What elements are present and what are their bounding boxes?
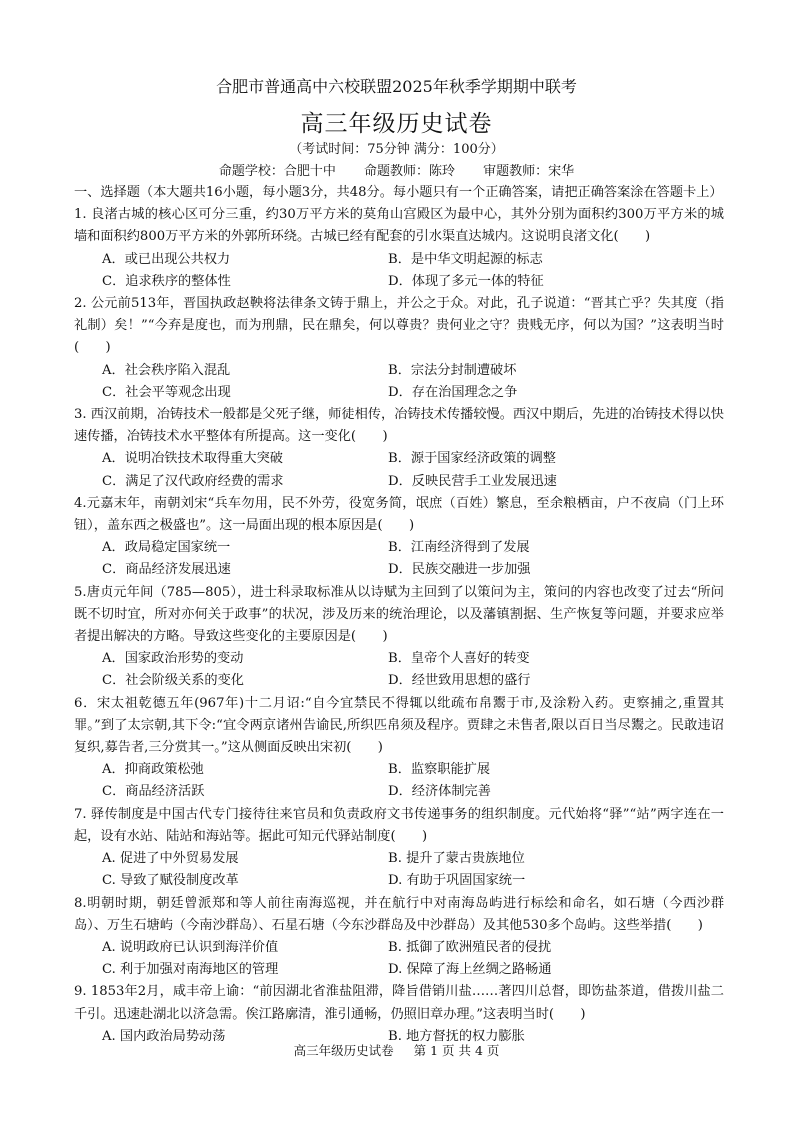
question-options [74, 759, 724, 803]
option-a: A．社会秩序陷入混乱 [102, 362, 231, 378]
reviewing-teacher: 审题教师：宋华 [483, 164, 575, 179]
option-a: A．或已出现公共权力 [102, 251, 231, 267]
option-c: C．社会阶级关系的变化 [102, 673, 244, 689]
option-a: A. 促进了中外贸易发展 [102, 851, 239, 867]
option-a: A．政局稳定国家统一 [102, 540, 231, 556]
question-stem: 6．宋太祖乾德五年(967年)十二月诏:“自今宜禁民不得辄以纰疏布帛鬻于市,及涂粉入药。吏察捕之,重置其罪。”到了太宗朝,其下令:“宜令两京诸州告谕民,所织匹帛须及程序。贾肆之未售者,限以百日当尽鬻之。民敢违诏复织,募告者,三分赏其一。”这从侧面反映出宋初( ) [74, 695, 724, 756]
question-options [74, 360, 724, 404]
question-6 [74, 693, 724, 804]
exam-body [74, 182, 724, 1048]
question-4 [74, 493, 724, 582]
question-2 [74, 293, 724, 404]
option-c: C．追求秩序的整体性 [102, 273, 231, 289]
question-5 [74, 582, 724, 693]
option-d: D. 保障了海上丝绸之路畅通 [388, 962, 552, 978]
option-d: D．体现了多元一体的特征 [388, 273, 544, 289]
question-options [74, 537, 724, 581]
option-c: C．商品经济发展迅速 [102, 562, 231, 578]
question-stem: 3. 西汉前期，冶铸技术一般都是父死子继，师徒相传，冶铸技术传播较慢。西汉中期后，先进的冶铸技术得以快速传播，冶铸技术水平整体有所提高。这一变化( ) [74, 407, 724, 445]
exam-info: （考试时间：75分钟 满分：100分） [289, 142, 504, 157]
question-stem: 7. 驿传制度是中国古代专门接待往来官员和负责政府文书传递事务的组织制度。元代始将“驿”“站”两字连在一起，设有水站、陆站和海站等。据此可知元代驿站制度( ) [74, 806, 724, 844]
question-list [74, 204, 724, 1048]
option-b: B. 抵御了欧洲殖民者的侵扰 [388, 939, 552, 955]
footer-page-number: 第 1 页 共 4 页 [413, 1043, 500, 1058]
option-b: B．监察职能扩展 [388, 762, 491, 778]
question-options [74, 648, 724, 692]
option-d: D．经世致用思想的盛行 [388, 673, 531, 689]
option-d: D．存在治国理念之争 [388, 384, 518, 400]
option-b: B．皇帝个人喜好的转变 [388, 651, 530, 667]
option-b: B．源于国家经济政策的调整 [388, 451, 556, 467]
option-c: C．满足了汉代政府经费的需求 [102, 473, 284, 489]
question-8 [74, 893, 724, 982]
question-stem: 5.唐贞元年间（785—805），进士科录取标准从以诗赋为主回到了以策问为主，策问的内容也改变了过去“所问既不切时宜，所对亦何关于政事”的状况，涉及历来的统治理论，以及藩镇割据、生产恢复等问题，并要求应举者提出解决的方略。导致这些变化的主要原因是( ) [74, 584, 724, 645]
option-d: D. 有助于巩固国家统一 [388, 873, 526, 889]
option-b: B. 地方督抚的权力膨胀 [388, 1028, 525, 1044]
question-stem: 1. 良渚古城的核心区可分三重，约30万平方米的莫角山宫殿区为最中心，其外分别为面积约300万平方米的城墙和面积约800万平方米的外郭所环绕。古城已经有配套的引水渠直达城内。这说明良渚文化( ) [74, 207, 724, 245]
setting-school: 命题学校：合肥十中 [218, 164, 336, 179]
exam-union-title: 合肥市普通高中六校联盟2025年秋季学期期中联考 [216, 77, 577, 96]
option-c: C．商品经济活跃 [102, 784, 205, 800]
exam-paper-title: 高三年级历史试卷 [300, 111, 493, 137]
question-options [74, 848, 724, 892]
question-options [74, 249, 724, 293]
option-d: D．民族交融进一步加强 [388, 562, 531, 578]
option-a: A．国家政治形势的变动 [102, 651, 244, 667]
option-a: A. 国内政治局势动荡 [102, 1028, 226, 1044]
option-b: B．江南经济得到了发展 [388, 540, 530, 556]
footer-title: 高三年级历史试卷 [293, 1043, 394, 1058]
option-c: C. 利于加强对南海地区的管理 [102, 962, 279, 978]
question-9 [74, 981, 724, 1048]
question-options [74, 937, 724, 981]
option-c: C. 导致了赋役制度改革 [102, 873, 239, 889]
option-a: A. 说明政府已认识到海洋价值 [102, 939, 279, 955]
section-intro: 一、选择题（本大题共16小题，每小题3分，共48分。每小题只有一个正确答案，请把正确答案涂在答题卡上） [74, 185, 723, 200]
setting-teacher: 命题教师：陈玲 [363, 164, 455, 179]
option-d: D．经济体制完善 [388, 784, 491, 800]
question-stem: 2. 公元前513年，晋国执政赵鞅将法律条文铸于鼎上，并公之于众。对此，孔子说道：“晋其亡乎？失其度（指礼制）矣！”“今弃是度也，而为刑鼎，民在鼎矣，何以尊贵？贵何业之守？贵贱无序，何以为国？”这表明当时( ) [74, 296, 724, 356]
option-d: D．反映民营手工业发展迅速 [388, 473, 557, 489]
page-footer [0, 1041, 793, 1059]
question-options [74, 448, 724, 492]
option-b: B．是中华文明起源的标志 [388, 251, 543, 267]
question-7 [74, 804, 724, 893]
question-1 [74, 204, 724, 293]
option-b: B．宗法分封制遭破坏 [388, 362, 517, 378]
question-3 [74, 404, 724, 493]
option-a: A．抑商政策松弛 [102, 762, 204, 778]
option-b: B. 提升了蒙古贵族地位 [388, 851, 525, 867]
option-a: A．说明冶铁技术取得重大突破 [102, 451, 283, 467]
exam-authors [0, 160, 793, 179]
option-c: C．社会平等观念出现 [102, 384, 231, 400]
question-stem: 9. 1853年2月，咸丰帝上谕：“前因湖北省淮盐阻滞，降旨借销川盐……著四川总督，即饬盐茶道，借拨川盐二千引。迅速赴湖北以济急需。俟江路廓清，淮引通畅，仍照旧章办理。”这表明当时( ) [74, 984, 724, 1022]
question-stem: 8.明朝时期，朝廷曾派郑和等人前往南海巡视，并在航行中对南海岛屿进行标绘和命名，如石塘（今西沙群岛）、万生石塘屿（今南沙群岛）、石星石塘（今东沙群岛及中沙群岛）及其他530多个岛屿。这些举措( ) [74, 895, 724, 933]
question-stem: 4.元嘉末年，南朝刘宋“兵车勿用，民不外劳，役宽务简，氓庶（百姓）繁息，至余粮栖亩，户不夜扃（门上环钮），盖东西之极盛也”。这一局面出现的根本原因是( ) [74, 495, 724, 534]
